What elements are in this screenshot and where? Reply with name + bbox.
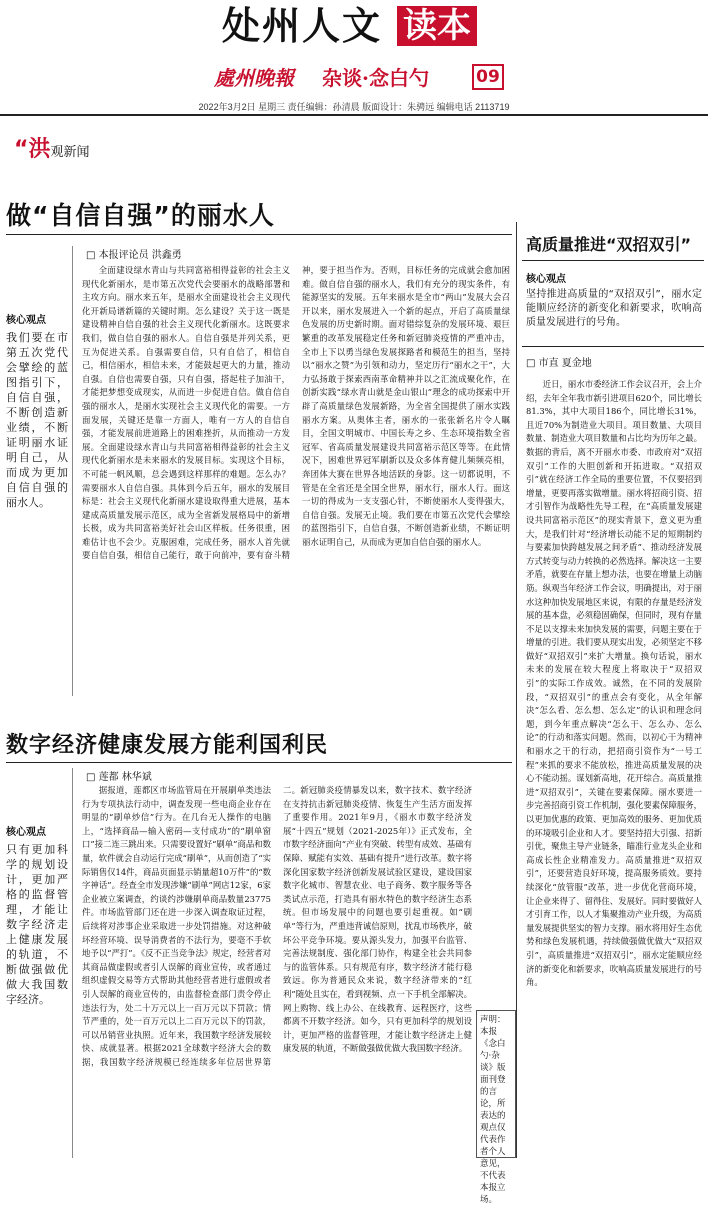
article3-byline: □ 市直 夏金地 [526, 358, 592, 369]
masthead-title: 处州人文 [222, 4, 383, 48]
article1-title: 做“自信自强”的丽水人 [6, 201, 275, 230]
article1-key-label: 核心观点 [6, 315, 46, 326]
article3-rule [522, 260, 704, 261]
article3-body: 近日，丽水市委经济工作会议召开，会上介绍，去年全年我市新引进项目620个，同比增长81.3%，其中大项目186个，同比增长31%，且近70%为制造业大项目。项目数量、大项目数量、制造业大项目数量和占比均为历年之最。数据的背后，离不开丽水市委、市政府对“双招双引”工作的大胆创新和开拓进取。“双招双引”就在经济工作全局的重要位置，不仅要招到增量，更要再落实做增量。丽水将招商引资、招才引智作为战略性先导工程，在“高质量发展建设共同富裕示范区”的现实背景下，意义更为重大，是我们针对“经济增长动能不足的短期制约与要素加快跨越发展之间矛盾”、推动经济发展方式转变与动力转换的必然选择。解决这一主要矛盾，就要在存量上想办法，也要在增量上动脑筋。纵观当年经济工作会议，明确提出，对于丽水这种加快发展地区来说，有限的存量是经济发展的基本盘，必须稳固确保，但同时，现有存量不足以支撑未来加快发展的需要，问题主要在于增量的引进。我们要从现实出发，必须坚定不移做好“双招双引”来扩大增量。换句话说，丽水未来的发展在较大程度上将取决于“双招双引”的实际工作成效。诚然，在不同的发展阶段，“双招双引”的重点会有变化，从全年解决“怎么看、怎么想、怎么定”的认识和理念问题，到今年重点解决“怎么干、怎么办、怎么论”的行动和落实问题。然而，以初心干为精神和丽水之干的行动，把招商引资作为“一号工程”来抓的要求不能放松，推进高质量发展的决心不能动摇。谋划新高地，花开综合。高质量推进“双招双引”，关键在要素保障。丽水要进一步完善招商引资工作机制，强化要素保障服务，以更加优惠的政策、更加高效的服务、更加优质的环境吸引企业和人才。要坚持招大引强、招新引优，聚焦主导产业链条，瞄准行业龙头企业和高成长性企业精准发力。高质量推进“双招双引”，还要营造良好环境，提高服务质效。要持续深化“放管服”改革，进一步优化营商环境，让企业来得了、留得住、发展好。同时要做好人才引育工作，以人才集聚推动产业升级，为高质量发展提供坚实的智力支撑。丽水将用好生态优势和绿色发展机遇，持续做强做优做大“双招双引”，高质量推进“双招双引”，丽水定能顺应经济的新变化和新要求，吹响高质量发展进行的号角。 [526, 379, 702, 988]
article2-body: 据报道，莲都区市场监管局在开展刷单类违法行为专项执法行动中，调查发现一些电商企业存在明显的“刷单炒信”行为。在几台无人操作的电脑上，“选择商品—输入密码—支付成功”的“刷单窗口”接二连三跳出来。只需要设置好“刷单”商品和数量，软件就会自动运行完成“刷单”，从而创造了“实际销售仅14件，商品页面显示销量超10万件”的“数字神话”。经查全市发现涉嫌“刷单”网店12家，6家企业被立案调查，约谈约涉嫌刷单商品数量23775件。市场监管部门还在进一步深入调查取证过程，后续将对涉事企业采取进一步处罚措施。对这种破坏经营环境、误导消费者的不法行为，要毫不手软地予以“严打”。《反不正当竞争法》规定，经营者对其商品做虚假或者引人误解的商业宣传，或者通过组织虚假交易等方式帮助其他经营者进行虚假或者引人误解的商业宣传的，由监督检查部门责令停止违法行为，处二十万元以上一百万元以下罚款；情节严重的，处一百万元以上二百万元以下的罚款，可以吊销营业执照。近年来，我国数字经济发展较快、成就显著。根据2021全球数字经济大会的数据，我国数字经济规模已经连续多年位居世界第二。新冠肺炎疫情暴发以来，数字技术、数字经济在支持抗击新冠肺炎疫情、恢复生产生活方面发挥了重要作用。2021年9月，《丽水市数字经济发展“十四五”规划（2021-2025年）》正式发布，全市数字经济面向“产业有突破、转型有成效、基础有保障、赋能有实效、基础有提升”进行改革。数字将深化国家数字经济创新发展试验区建设，建设国家数字化城市、智慧农业、电子商务、数字服务等各类试点示范，打造具有丽水特色的数字经济生态系统。但市场发展中的问题也要引起重视。如“刷单”等行为，严重违背诚信原则，扰乱市场秩序，破坏公平竞争环境。要从源头发力，加强平台监管、完善法规制度、强化部门协作，构建全社会共同参与的监管体系。只有规范有序，数字经济才能行稳致远。你为普通民众来说，数字经济带来的“红利”随处且实在，看到视频、点一下手机全部解决。网上购物、线上办公、在线教育、远程医疗，这些都离不开数字经济。如今，只有更加科学的规划设计，更加严格的监督管理，才能让数字经济走上健康发展的轨道，不断做强做优做大我国数字经济。 [82, 785, 472, 1067]
masthead [222, 4, 484, 48]
newspaper-brand: 處州晚報 [214, 66, 294, 90]
article1-body: 全面建设绿水青山与共同富裕相得益彰的社会主义现代化新丽水，是市第五次党代会要丽水的战略部署和主攻方向。丽水来五年，是丽水全面建设社会主义现代化开新局谱新篇的关键时期。怎么建设？关于这一既是建设精神自信自强的社会主义现代化新丽水。这既要求我们，做自信自强的丽水人。自信自强是并列关系，更互为促进关系。自强需要自信，只有自信了，相信自己，相信丽水，相信未来，才能鼓起更大的力量，推动自强。自信也需要自强，只有自强，搭起柱子加油干，才能把梦想变成现实，从而进一步促进自信。做自信自强的丽水人，是丽水实现社会主义现代化的需要。一方面发展，关键还是靠一方面人，唯有一方人的自信自强，才能发展前进道路上的困难挫折，从而推动一方发展。全面建设绿水青山与共同富裕相得益彰的社会主义现代化新丽水是未来丽水的发展目标。实现这个目标，不可能一帆风顺，总会遇到这样那样的难题。怎么办？需要丽水人自信自强。具体到今后五年，丽水的发展目标是：社会主义现代化新丽水建设取得重大进展，基本建成高质量发展示范区，成为全省新发展格局中的新增长极，成为共同富裕美好社会山区样板。任务很重，困难估计也不会少。克服困难，完成任务，丽水人首先就要自信自强，相信自己能行，敢于向前冲，要有奋斗精神，要于担当作为。否则，目标任务的完成就会愈加困难。做自信自强的丽水人，我们有充分的现实条件，有能源坚实的发展。五年来丽水是全市“两山”发展大会召开以来，丽水发展进入一个新的起点，开启了高质量绿色发展的历史新时期。面对错综复杂的发展环境、艰巨繁重的改革发展稳定任务和新冠肺炎疫情的严重冲击，全市上下以勇当绿色发展探路者和模范生的担当，坚持以“丽水之赞”为引领和动力，坚定历行“丽水之干”，大力弘扬敢于探索西南革命精神并以之汇流成聚化作，在创新实践“绿水青山就是金山银山”理念的成功探索中开辟了高质量绿色发展新路，为全省全国提供了丽水实践丽水方案。从奥体主者，丽水的一张张新名片令人瞩目，全国文明城市、中国长寿之乡、生态环境指数全省冠军、省高质量发展建设共同富裕示范区等等。在此情况下，困难世界冠军刷新以及众多体育健儿频频亮相，奔团体大赛在世界各地活跃的身影。这一切都说明，不管是在全省还是全国全世界，丽水行，丽水人行。面这一切的得成为一支支强心针，不断使丽水人变得强大，自信自强。发展无止境。我们要在市第五次党代会擘绘的蓝图指引下，自信自强，不断创造新业绩，不断证明丽水证明自己，从而成为更加自信自强的丽水人。 [82, 265, 510, 561]
dateline: 2022年3月2日 星期三 责任编辑：孙清晨 版面设计：朱骋远 编辑电话 2113719 [198, 102, 510, 112]
article2-title: 数字经济健康发展方能利国利民 [6, 733, 329, 758]
page-number: 09 [472, 64, 504, 90]
article2-rule [6, 762, 512, 763]
article1-byline: □ 本报评论员 洪鑫勇 [86, 250, 182, 261]
column-logo-text: 观新闻 [50, 145, 90, 160]
column-logo [14, 132, 89, 163]
article3-key-label: 核心观点 [526, 274, 566, 285]
article3-lead: 坚持推进高质量的“双招双引”，丽水定能顺应经济的新变化和新要求，吹响高质量发展进行的号角。 [526, 289, 702, 328]
article1-key-text: 我们要在市第五次党代会擘绘的蓝图指引下，自信自强，不断创造新业绩，不断证明丽水证明自己，从而成为更加自信自强的丽水人。 [6, 331, 68, 509]
masthead-read-badge: 读本 [397, 6, 477, 46]
section-name: 杂谈·念白勺 [322, 66, 429, 90]
right-column-divider [516, 222, 517, 1158]
masthead-rule [0, 114, 708, 116]
article2-byline: □ 莲都 林华斌 [86, 772, 152, 783]
disclaimer-notice: 声明：本报《念白勺·杂谈》版面刊登的言论，所表达的观点仅代表作者个人意见，不代表本报立场。 [476, 1010, 516, 1158]
article2-key-text: 只有更加科学的规划设计，更加严格的监督管理，才能让数字经济走上健康发展的轨道，不断做强做优做大我国数字经济。 [6, 843, 68, 1006]
article1-rule [6, 234, 512, 235]
column-logo-mark: “洪 [14, 137, 51, 162]
article1-divider [72, 246, 73, 696]
article3-rule-2 [522, 346, 704, 347]
section-header [214, 62, 504, 90]
article2-divider [72, 768, 73, 1158]
article2-key-label: 核心观点 [6, 827, 46, 838]
article3-title: 高质量推进“双招双引” [526, 235, 692, 254]
